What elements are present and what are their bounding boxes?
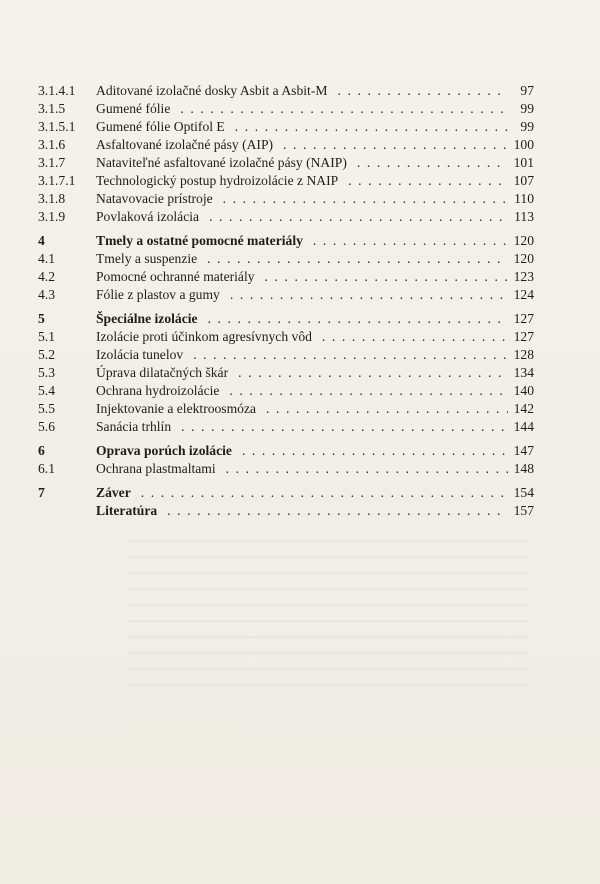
toc-entry-page-number: 127: [513, 329, 534, 344]
dot-leader: [223, 382, 508, 400]
toc-entry: [38, 268, 534, 286]
toc-entry-title: Sanácia trhlín: [96, 419, 172, 434]
toc-entry: [38, 502, 534, 520]
toc-entry-title: Gumené fólie Optifol E: [96, 119, 225, 134]
toc-entry-number: 6.1: [38, 461, 55, 476]
toc-entry-number: 3.1.7: [38, 155, 66, 170]
toc-entry-page-number: 97: [520, 83, 534, 98]
toc-entry-page-number: 113: [514, 209, 534, 224]
toc-entry: [38, 232, 534, 250]
toc-entry-title: Špeciálne izolácie: [96, 311, 198, 326]
toc-entry-title-wrap: [96, 328, 508, 346]
toc-entry-title-wrap: [96, 400, 508, 418]
toc-entry-page-number: 148: [513, 461, 534, 476]
toc-entry-title-wrap: [96, 346, 508, 364]
toc-entry-title: Tmely a ostatné pomocné materiály: [96, 233, 303, 248]
toc-entry: [38, 118, 534, 136]
table-of-contents: [38, 82, 534, 520]
dot-leader: [174, 100, 508, 118]
toc-entry-page-number: 157: [513, 503, 534, 518]
toc-entry-title-wrap: [96, 418, 508, 436]
toc-entry-title-wrap: [96, 364, 508, 382]
toc-entry-number: 4.3: [38, 287, 55, 302]
toc-entry-number: 5.3: [38, 365, 55, 380]
toc-entry: [38, 328, 534, 346]
toc-entry-title: Fólie z plastov a gumy: [96, 287, 220, 302]
toc-entry-number: 7: [38, 485, 45, 500]
dot-leader: [351, 154, 508, 172]
dot-leader: [135, 484, 508, 502]
toc-entry-page-number: 128: [513, 347, 534, 362]
dot-leader: [342, 172, 508, 190]
toc-entry-number: 4.1: [38, 251, 55, 266]
toc-entry-title: Injektovanie a elektroosmóza: [96, 401, 257, 416]
toc-entry: [38, 250, 534, 268]
toc-entry-title-wrap: [96, 82, 508, 100]
toc-entry-title-wrap: [96, 310, 508, 328]
toc-entry: [38, 310, 534, 328]
toc-entry-page-number: 154: [513, 485, 534, 500]
toc-entry-page-number: 144: [513, 419, 534, 434]
toc-entry-title-wrap: [96, 172, 508, 190]
toc-entry-title-wrap: [96, 136, 508, 154]
dot-leader: [161, 502, 508, 520]
toc-entry: [38, 82, 534, 100]
toc-entry: [38, 208, 534, 226]
toc-entry-title: Izolácia tunelov: [96, 347, 184, 362]
toc-entry-number: 6: [38, 443, 45, 458]
dot-leader: [203, 208, 508, 226]
dot-leader: [175, 418, 508, 436]
dot-leader: [259, 268, 508, 286]
toc-entry-page-number: 124: [513, 287, 534, 302]
toc-entry-page-number: 123: [513, 269, 534, 284]
toc-entry: [38, 460, 534, 478]
toc-entry-title: Asfaltované izolačné pásy (AIP): [96, 137, 274, 152]
toc-entry: [38, 286, 534, 304]
toc-entry: [38, 346, 534, 364]
dot-leader: [277, 136, 508, 154]
toc-entry-page-number: 134: [513, 365, 534, 380]
toc-entry-number: 3.1.6: [38, 137, 66, 152]
toc-entry: [38, 442, 534, 460]
toc-entry: [38, 154, 534, 172]
toc-entry-title-wrap: [96, 442, 508, 460]
toc-entry-number: 3.1.8: [38, 191, 66, 206]
toc-entry-title: Ochrana plastmaltami: [96, 461, 216, 476]
show-through-text: [128, 540, 528, 700]
toc-entry-number: 5.5: [38, 401, 55, 416]
toc-entry-page-number: 140: [513, 383, 534, 398]
toc-entry-page-number: 100: [513, 137, 534, 152]
toc-entry: [38, 382, 534, 400]
dot-leader: [232, 364, 508, 382]
dot-leader: [224, 286, 508, 304]
dot-leader: [201, 250, 508, 268]
toc-entry-number: 3.1.7.1: [38, 173, 76, 188]
toc-entry-page-number: 120: [513, 233, 534, 248]
toc-entry: [38, 400, 534, 418]
toc-entry-title: Aditované izolačné dosky Asbit a Asbit-M: [96, 83, 328, 98]
toc-entry-page-number: 142: [513, 401, 534, 416]
dot-leader: [220, 460, 508, 478]
toc-entry-title-wrap: [96, 268, 508, 286]
dot-leader: [260, 400, 508, 418]
toc-entry-title: Gumené fólie: [96, 101, 171, 116]
toc-entry-title: Povlaková izolácia: [96, 209, 200, 224]
toc-entry-number: 3.1.5.1: [38, 119, 76, 134]
toc-entry-page-number: 99: [520, 101, 534, 116]
toc-entry-title-wrap: [96, 484, 508, 502]
toc-entry-title-wrap: [96, 232, 508, 250]
toc-entry-number: 4.2: [38, 269, 55, 284]
toc-entry-number: 5.6: [38, 419, 55, 434]
toc-entry-page-number: 120: [513, 251, 534, 266]
dot-leader: [307, 232, 508, 250]
toc-entry-title-wrap: [96, 190, 508, 208]
toc-entry-title-wrap: [96, 250, 508, 268]
toc-entry-title: Úprava dilatačných škár: [96, 365, 229, 380]
dot-leader: [236, 442, 508, 460]
toc-entry-title-wrap: [96, 154, 508, 172]
toc-entry-number: 5.2: [38, 347, 55, 362]
dot-leader: [229, 118, 508, 136]
toc-entry-title: Ochrana hydroizolácie: [96, 383, 220, 398]
toc-entry-page-number: 101: [513, 155, 534, 170]
toc-entry-title-wrap: [96, 502, 508, 520]
toc-entry-page-number: 99: [520, 119, 534, 134]
toc-entry: [38, 100, 534, 118]
toc-entry-title-wrap: [96, 118, 508, 136]
toc-entry-page-number: 127: [513, 311, 534, 326]
toc-entry: [38, 484, 534, 502]
dot-leader: [187, 346, 508, 364]
toc-entry-title-wrap: [96, 286, 508, 304]
toc-entry: [38, 172, 534, 190]
toc-entry-title-wrap: [96, 100, 508, 118]
toc-entry-title: Nataviteľné asfaltované izolačné pásy (NAIP): [96, 155, 347, 170]
dot-leader: [331, 82, 508, 100]
toc-entry-title-wrap: [96, 382, 508, 400]
toc-entry-title-wrap: [96, 460, 508, 478]
toc-entry-title-wrap: [96, 208, 508, 226]
toc-entry-page-number: 147: [513, 443, 534, 458]
dot-leader: [217, 190, 508, 208]
toc-entry-title: Pomocné ochranné materiály: [96, 269, 255, 284]
dot-leader: [316, 328, 508, 346]
toc-entry: [38, 364, 534, 382]
toc-entry-page-number: 107: [513, 173, 534, 188]
toc-entry-title: Natavovacie prístroje: [96, 191, 213, 206]
toc-entry-number: 5.1: [38, 329, 55, 344]
toc-entry: [38, 136, 534, 154]
toc-entry-title: Izolácie proti účinkom agresívnych vôd: [96, 329, 312, 344]
toc-entry-number: 5: [38, 311, 45, 326]
toc-entry-page-number: 110: [514, 191, 534, 206]
toc-entry-title: Tmely a suspenzie: [96, 251, 198, 266]
toc-entry-title: Literatúra: [96, 503, 158, 518]
toc-entry-number: 3.1.9: [38, 209, 66, 224]
toc-entry: [38, 418, 534, 436]
toc-entry-title: Záver: [96, 485, 131, 500]
toc-entry-title: Technologický postup hydroizolácie z NAIP: [96, 173, 339, 188]
toc-entry-number: 4: [38, 233, 45, 248]
toc-entry: [38, 190, 534, 208]
toc-entry-number: 3.1.4.1: [38, 83, 76, 98]
toc-entry-number: 3.1.5: [38, 101, 66, 116]
toc-entry-number: 5.4: [38, 383, 55, 398]
dot-leader: [202, 310, 508, 328]
toc-entry-title: Oprava porúch izolácie: [96, 443, 232, 458]
